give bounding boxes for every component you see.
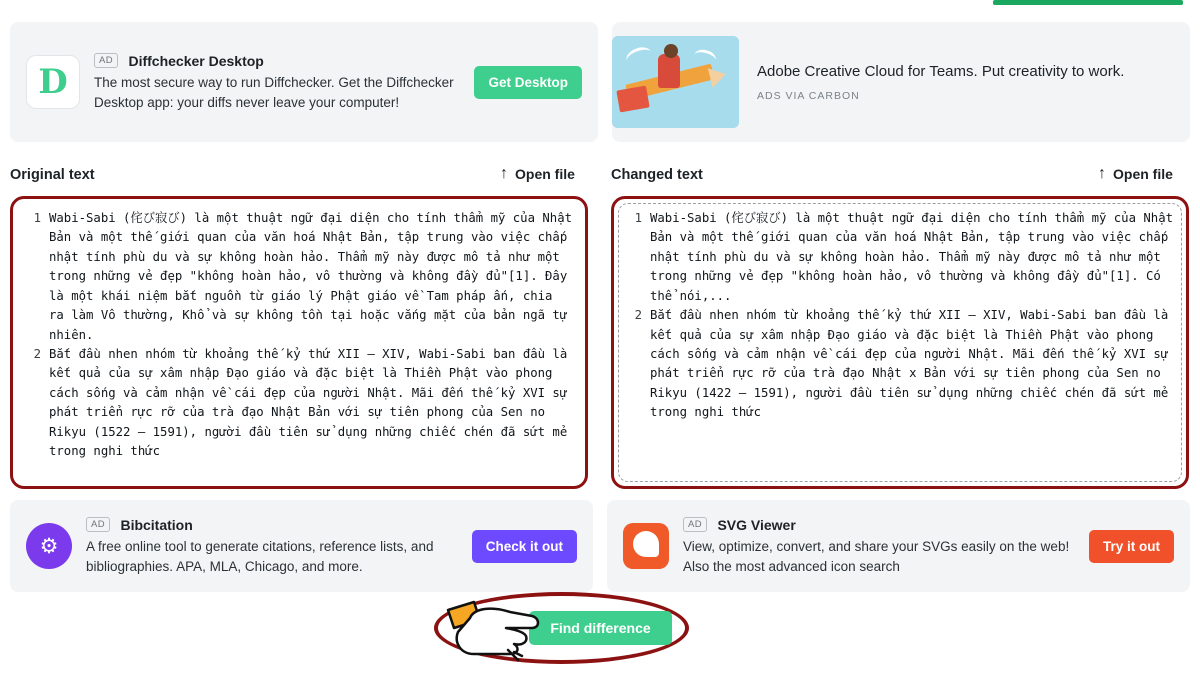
open-file-changed-button[interactable] bbox=[1098, 166, 1173, 182]
line-number: 1 bbox=[634, 211, 642, 225]
ad-title: Bibcitation bbox=[120, 516, 193, 533]
ad-svg-viewer[interactable] bbox=[607, 500, 1190, 592]
text-line bbox=[23, 209, 580, 345]
adobe-ad-subtitle: ADS VIA CARBON bbox=[757, 89, 860, 102]
find-difference-button[interactable]: Find difference bbox=[529, 611, 672, 645]
line-content: Wabi-Sabi (侘び寂び) là một thuật ngữ đại diện cho tính thẩm mỹ của Nhật Bản và một thế giới quan của văn hoá Nhật Bản, tập trung vào việc chấp nhật tính phù du và sự không hoàn hảo. Thẩm mỹ này được mô tả như một trong những vẻ đẹp "không hoàn hảo, vô thường và không đầy đủ"[1]. Đây là một khái niệm bắt nguồn từ giáo lý Phật giáo về Tam pháp ấn, chia ra làm Vô thường, Khổ và sự không tồn tại hoặc vắng mặt của bản ngã tự nhiên. bbox=[49, 211, 580, 342]
text-line bbox=[624, 209, 1181, 306]
ad-title: SVG Viewer bbox=[717, 516, 796, 533]
changed-text-editor[interactable] bbox=[611, 196, 1189, 489]
adobe-ad-image bbox=[612, 36, 739, 128]
get-desktop-button[interactable]: Get Desktop bbox=[474, 66, 582, 99]
adobe-ad-text bbox=[757, 62, 1174, 102]
line-number: 2 bbox=[634, 308, 642, 323]
upload-arrow-icon: ↑ bbox=[1098, 165, 1106, 182]
ad-svgviewer-text bbox=[683, 516, 1075, 576]
bibcitation-logo-icon bbox=[26, 523, 72, 569]
ad-adobe-creative-cloud[interactable] bbox=[612, 22, 1190, 142]
changed-text-label: Changed text bbox=[611, 167, 703, 183]
line-number: 2 bbox=[33, 346, 41, 361]
open-file-label: Open file bbox=[515, 166, 575, 182]
top-green-bar bbox=[993, 0, 1183, 5]
open-file-label: Open file bbox=[1113, 166, 1173, 182]
line-content: Bắt đầu nhen nhóm từ khoảng thế kỷ thứ XII – XIV, Wabi-Sabi ban đầu là kết quả của sự xâm nhập Đạo giáo và đặc biệt là Thiền Phật vào phong cách sống và cảm nhận về cái đẹp của người Nhật. Mãi đến thế kỷ XVI sự phát triển rực rỡ của trà đạo Nhật x Bản với sự tiên phong của Sen no Rikyu (1422 – 1591), người đầu tiên sử dụng những chiếc chén đã sứt mẻ trong nghi thức bbox=[650, 308, 1176, 420]
diffchecker-logo-icon bbox=[26, 55, 80, 109]
upload-arrow-icon: ↑ bbox=[500, 165, 508, 182]
original-text-editor[interactable] bbox=[10, 196, 588, 489]
text-line bbox=[23, 345, 573, 462]
try-it-out-button[interactable]: Try it out bbox=[1089, 530, 1174, 563]
open-file-original-button[interactable] bbox=[500, 166, 575, 182]
text-line bbox=[624, 306, 1174, 423]
bottom-ads-row bbox=[10, 500, 1190, 592]
diffchecker-logo-letter: D bbox=[38, 62, 68, 102]
ad-diffchecker-desktop[interactable] bbox=[10, 22, 598, 142]
ad-description: A free online tool to generate citations, reference lists, and bibliographies. APA, MLA, Chicago, and more. bbox=[86, 538, 434, 574]
pointing-hand-cursor-icon bbox=[440, 594, 550, 664]
ad-bibcitation[interactable] bbox=[10, 500, 593, 592]
ad-description: The most secure way to run Diffchecker. Get the Diffchecker Desktop app: your diffs never leave your computer! bbox=[94, 74, 454, 110]
ad-badge: AD bbox=[86, 517, 110, 532]
line-number: 1 bbox=[33, 211, 41, 225]
ad-description: View, optimize, convert, and share your SVGs easily on the web! Also the most advanced icon search bbox=[683, 538, 1070, 574]
ad-badge: AD bbox=[683, 517, 707, 532]
check-it-out-button[interactable]: Check it out bbox=[472, 530, 577, 563]
top-ads-row bbox=[10, 22, 1190, 142]
svg-viewer-logo-icon bbox=[623, 523, 669, 569]
ad-diffchecker-text bbox=[94, 52, 460, 112]
ad-bibcitation-text bbox=[86, 516, 458, 576]
line-content: Bắt đầu nhen nhóm từ khoảng thế kỷ thứ XII – XIV, Wabi-Sabi ban đầu là kết quả của sự xâm nhập Đạo giáo và đặc biệt là Thiền Phật vào phong cách sống và cảm nhận về cái đẹp của người Nhật. Mãi đến thế kỷ XVI sự phát triển rực rỡ của trà đạo Nhật Bản với sự tiên phong của Sen no Rikyu (1522 – 1591), người đầu tiên sử dụng những chiếc chén đã sứt mẻ trong nghi thức bbox=[49, 346, 575, 459]
original-text-label: Original text bbox=[10, 167, 95, 183]
line-content: Wabi-Sabi (侘び寂び) là một thuật ngữ đại diện cho tính thẩm mỹ của Nhật Bản và một thế giới quan của văn hoá Nhật Bản, tập trung vào việc chấp nhật tính phù du và sự không hoàn hảo. Thẩm mỹ này được mô tả như một trong những vẻ đẹp "không hoàn hảo, vô thường và không đầy đủ"[1]. Có thể nói,... bbox=[650, 211, 1181, 303]
ad-title: Diffchecker Desktop bbox=[128, 52, 264, 69]
ad-badge: AD bbox=[94, 53, 118, 68]
adobe-ad-title: Adobe Creative Cloud for Teams. Put creativity to work. bbox=[757, 63, 1125, 81]
quote-glyph-icon: ⚙ bbox=[39, 533, 59, 558]
